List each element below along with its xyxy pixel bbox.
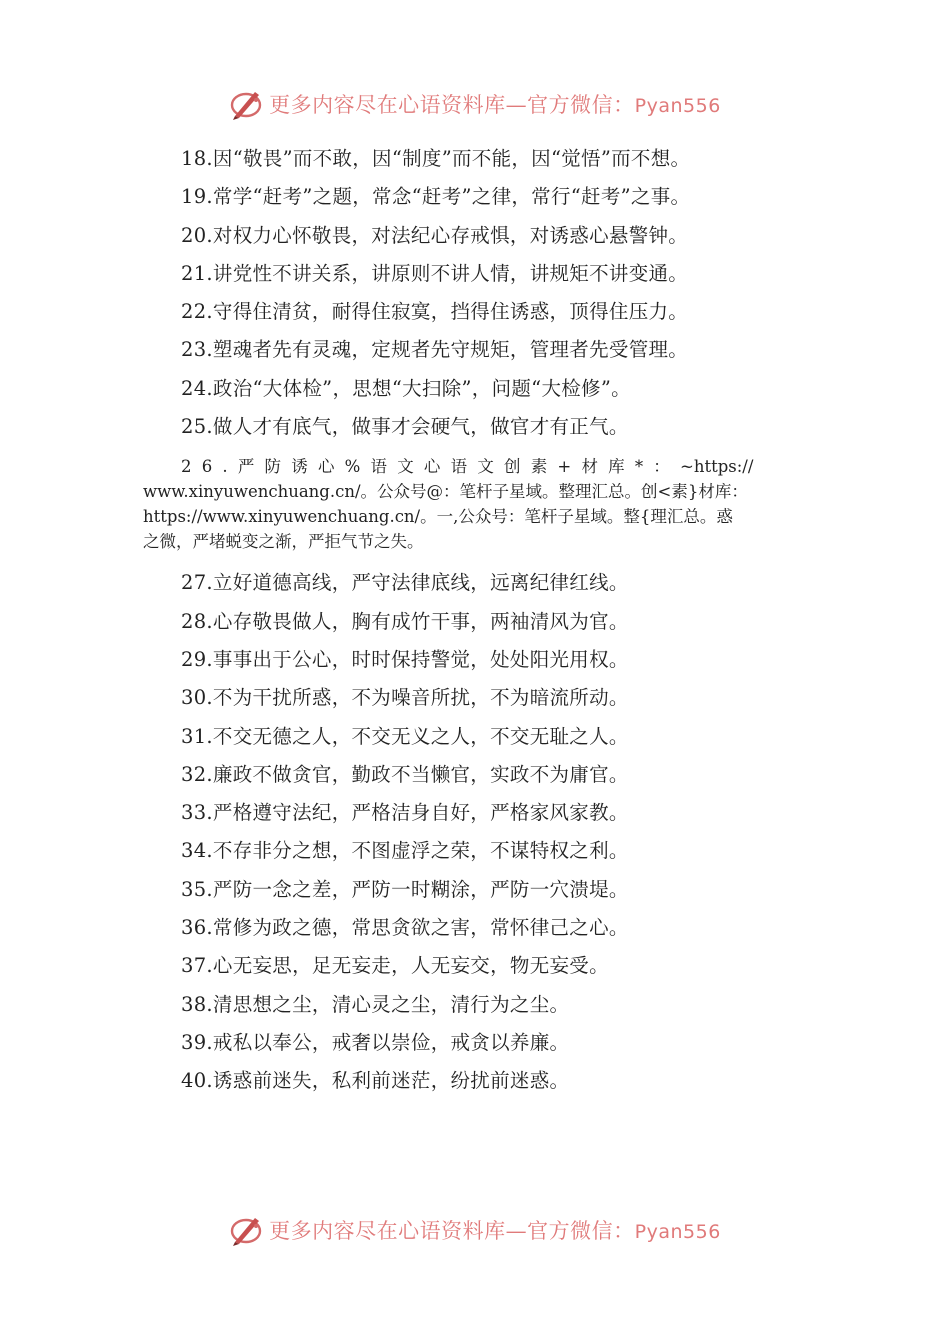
item26-line3: https://www.xinyuwenchuang.cn/。一,公众号：笔杆子星域。整{理汇总。惑 [143, 507, 733, 527]
pen-logo-icon [229, 1212, 265, 1248]
list-item: 35.严防一念之差，严防一时糊涂，严防一穴溃堤。 [181, 877, 629, 901]
list-item: 24.政治“大体检”，思想“大扫除”，问题“大检修”。 [181, 376, 631, 400]
document-body [143, 140, 821, 1101]
list-item: 20.对权力心怀敬畏，对法纪心存戒惧，对诱惑心悬警钟。 [181, 223, 689, 247]
footer-banner-handle: Pyan556 [634, 1221, 721, 1243]
item26-line1: 26.严防诱心%语文心语文创素+材库*：~https:// [181, 457, 754, 477]
list-item: 38.清思想之尘，清心灵之尘，清行为之尘。 [181, 992, 570, 1016]
list-item: 28.心存敬畏做人，胸有成竹干事，两袖清风为官。 [181, 609, 629, 633]
list-item: 30.不为干扰所惑，不为噪音所扰，不为暗流所动。 [181, 686, 629, 710]
header-banner-handle: Pyan556 [634, 95, 721, 117]
footer-banner [0, 1210, 950, 1250]
list-item: 40.诱惑前迷失，私利前迷茫，纷扰前迷惑。 [181, 1069, 570, 1093]
list-item: 23.塑魂者先有灵魂，定规者先守规矩，管理者先受管理。 [181, 338, 689, 362]
footer-banner-text: 更多内容尽在心语资料库—官方微信：Pyan556 [269, 1219, 721, 1243]
item26-line4: 之微，严堵蜕变之渐，严拒气节之失。 [143, 532, 424, 552]
list-item: 39.戒私以奉公，戒奢以崇俭，戒贪以养廉。 [181, 1030, 570, 1054]
list-item: 31.不交无德之人，不交无义之人，不交无耻之人。 [181, 724, 629, 748]
list-item: 25.做人才有底气，做事才会硬气，做官才有正气。 [181, 415, 629, 439]
header-banner-text: 更多内容尽在心语资料库—官方微信：Pyan556 [269, 93, 721, 117]
list-item: 36.常修为政之德，常思贪欲之害，常怀律己之心。 [181, 916, 629, 940]
pen-logo-icon [229, 86, 265, 122]
list-item-26 [143, 454, 811, 554]
list-item: 27.立好道德高线，严守法律底线，远离纪律红线。 [181, 571, 629, 595]
list-item: 37.心无妄思，足无妄走，人无妄交，物无妄受。 [181, 954, 609, 978]
list-item: 18.因“敬畏”而不敢，因“制度”而不能，因“觉悟”而不想。 [181, 147, 691, 170]
list-item: 33.严格遵守法纪，严格洁身自好，严格家风家教。 [181, 801, 629, 825]
item26-line2: www.xinyuwenchuang.cn/。公众号@：笔杆子星域。整理汇总。创<素}材库： [143, 482, 748, 502]
list-item: 29.事事出于公心，时时保持警觉，处处阳光用权。 [181, 647, 629, 671]
list-item: 32.廉政不做贪官，勤政不当懒官，实政不为庸官。 [181, 762, 629, 786]
list-item: 22.守得住清贫，耐得住寂寞，挡得住诱惑，顶得住压力。 [181, 300, 689, 324]
header-banner [0, 84, 950, 124]
list-item: 21.讲党性不讲关系，讲原则不讲人情，讲规矩不讲变通。 [181, 261, 689, 285]
list-item: 19.常学“赶考”之题，常念“赶考”之律，常行“赶考”之事。 [181, 185, 691, 209]
list-item: 34.不存非分之想，不图虚浮之荣，不谋特权之利。 [181, 839, 629, 863]
